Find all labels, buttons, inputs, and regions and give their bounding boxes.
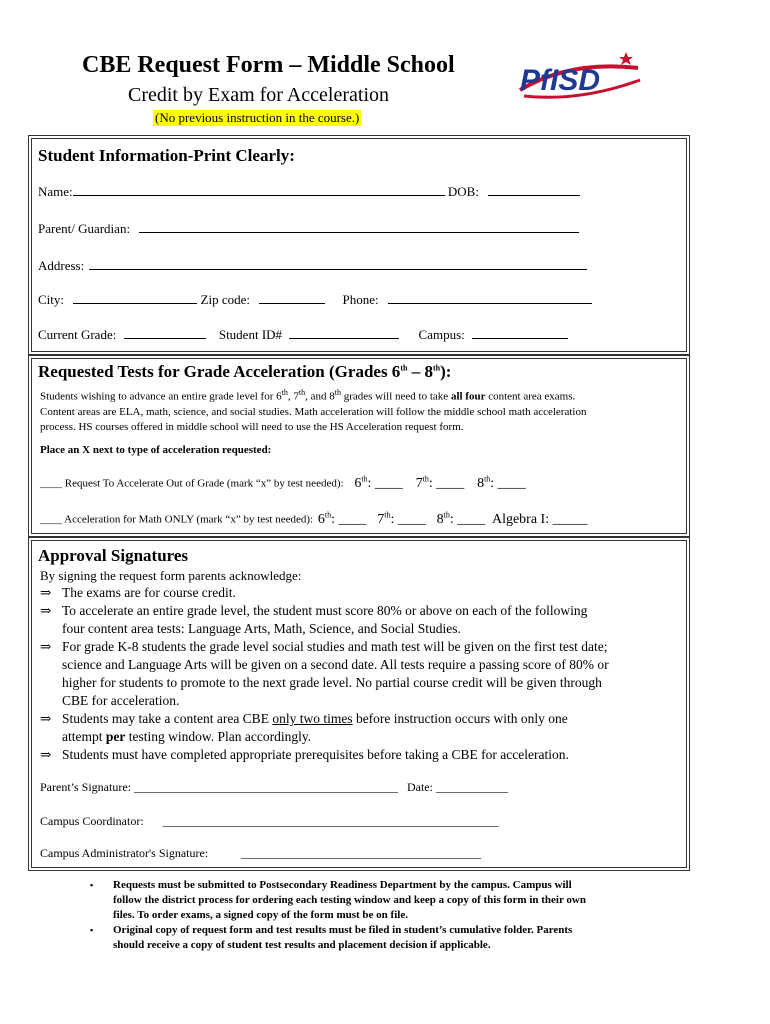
- heading-part: – 8: [407, 362, 433, 381]
- bullet-item: [40, 602, 680, 620]
- bullet-cont: four content area tests: Language Arts, Math, Science, and Social Studies.: [62, 621, 461, 636]
- parent-signature-field[interactable]: ____________________________________________: [133, 780, 398, 794]
- pfisd-logo: [510, 50, 650, 106]
- zip-label: Zip code:: [200, 292, 250, 307]
- city-field[interactable]: [73, 291, 197, 304]
- form-title: CBE Request Form – Middle School: [82, 52, 455, 78]
- blank: : ____: [367, 475, 403, 491]
- student-id-label: Student ID#: [218, 327, 283, 342]
- campus-label: Campus:: [418, 327, 465, 342]
- para-text: Students wishing to advance an entire grade level for 6: [40, 390, 282, 403]
- grade-field[interactable]: [124, 326, 206, 339]
- city-label: City:: [38, 292, 65, 307]
- option-math-label: ____ Acceleration for Math ONLY (mark “x” by test needed):: [40, 513, 314, 526]
- math-6-blank[interactable]: [318, 512, 367, 527]
- sup-th: th: [484, 474, 491, 483]
- place-x-instruction: Place an X next to type of acceleration requested:: [40, 444, 272, 456]
- campus-field[interactable]: [472, 326, 568, 339]
- grade-row: [38, 326, 568, 343]
- parent-signature-label: Parent’s Signature:: [40, 780, 131, 794]
- requested-tests-paragraph: [40, 385, 680, 435]
- bullet-text: To accelerate an entire grade level, the student must score 80% or above on each of the following: [62, 603, 588, 618]
- note-1: [113, 878, 673, 923]
- arrow-icon: ⇒: [40, 603, 52, 618]
- parent-field[interactable]: [139, 220, 579, 233]
- grade-num: 6: [317, 511, 325, 527]
- para-text: , 7: [287, 390, 299, 403]
- bullet-cont: [40, 728, 680, 746]
- address-label: Address:: [38, 258, 85, 273]
- heading-part: Requested Tests for Grade Acceleration (Grades 6: [38, 362, 401, 381]
- paragraph-line: Content areas are ELA, math, science, and social studies. Math acceleration will follow the middle school math acceleration: [40, 405, 587, 418]
- grade-num: 7: [377, 511, 385, 527]
- approval-intro: By signing the request form parents acknowledge:: [40, 568, 302, 583]
- administrator-field[interactable]: ________________________________________: [241, 846, 482, 860]
- address-field[interactable]: [89, 257, 587, 270]
- requested-tests-heading: [38, 362, 451, 382]
- sup-th: th: [422, 474, 429, 483]
- bullet-underline: only two times: [272, 711, 353, 726]
- dob-field[interactable]: [488, 183, 580, 196]
- bullet-bold: per: [105, 729, 126, 744]
- heading-sup: th: [432, 363, 441, 373]
- dob-label: DOB:: [447, 184, 479, 199]
- bullet-text: testing window. Plan accordingly.: [125, 729, 312, 744]
- blank: : ____: [428, 475, 465, 491]
- bullet-item: [40, 638, 680, 656]
- heading-sup: th: [400, 363, 408, 373]
- zip-field[interactable]: [259, 291, 325, 304]
- note-line: follow the district process for ordering each testing window and keep a copy of this form in their own: [113, 894, 586, 906]
- bullet-cont: science and Language Arts will be given on a second date. All tests require a passing score of 80% or: [62, 657, 609, 672]
- logo-text: PfISD: [520, 64, 601, 97]
- bullet-text: Students may take a content area CBE: [62, 711, 273, 726]
- grade-num: 6: [354, 475, 362, 491]
- math-8-blank[interactable]: [437, 512, 486, 527]
- grade-num: 7: [415, 475, 423, 491]
- coordinator-row: [40, 814, 499, 829]
- form-subtitle: Credit by Exam for Acceleration: [128, 84, 390, 106]
- date-field[interactable]: Date: ____________: [406, 780, 508, 794]
- grade-label: Current Grade:: [38, 327, 117, 342]
- grade-num: 8: [436, 511, 444, 527]
- math-7-blank[interactable]: [377, 512, 426, 527]
- para-text: , and 8: [305, 390, 335, 403]
- bullet-cont: CBE for acceleration.: [62, 693, 180, 708]
- note-line: files. To order exams, a signed copy of the form must be on file.: [113, 909, 408, 921]
- phone-field[interactable]: [388, 291, 592, 304]
- para-text: content area exams.: [485, 390, 576, 403]
- student-info-section: [28, 135, 690, 355]
- algebra-blank[interactable]: Algebra I: _____: [491, 511, 588, 527]
- name-field[interactable]: [73, 183, 445, 196]
- grade-num: 8: [477, 475, 485, 491]
- city-row: [38, 291, 592, 308]
- parent-row: [38, 220, 579, 237]
- highlight-note: (No previous instruction in the course.): [155, 110, 360, 125]
- student-id-field[interactable]: [289, 326, 399, 339]
- approval-section: [28, 537, 690, 871]
- note-bullet-icon: ▪: [90, 880, 94, 890]
- name-label: Name:: [38, 184, 73, 199]
- bullet-item: [40, 710, 680, 728]
- bullet-item: [40, 584, 680, 602]
- grade-6-blank[interactable]: [354, 476, 403, 491]
- bullet-text: before instruction occurs with only one: [352, 711, 568, 726]
- phone-label: Phone:: [342, 292, 379, 307]
- administrator-row: [40, 846, 481, 861]
- note-line: should receive a copy of student test results and placement decision if applicable.: [113, 939, 491, 951]
- student-info-heading: Student Information-Print Clearly:: [38, 146, 295, 165]
- bullet-item: [40, 746, 680, 764]
- bullet-text: The exams are for course credit.: [62, 585, 236, 600]
- approval-heading: Approval Signatures: [38, 546, 189, 565]
- blank: : ____: [449, 511, 486, 527]
- note-2: [113, 923, 673, 953]
- blank: : ____: [490, 475, 526, 491]
- parent-signature-row: [40, 780, 508, 795]
- blank: : ____: [390, 511, 426, 527]
- paragraph-line: [40, 385, 680, 405]
- parent-label: Parent/ Guardian:: [38, 221, 131, 236]
- sup-th: th: [334, 388, 341, 397]
- bullet-text: Students must have completed appropriate prerequisites before taking a CBE for acceleration.: [62, 747, 569, 762]
- coordinator-field[interactable]: ________________________________________________________: [162, 814, 499, 828]
- approval-bullets: [40, 584, 680, 764]
- note-line: Requests must be submitted to Postsecondary Readiness Department by the campus. Campus will: [113, 879, 572, 891]
- arrow-icon: ⇒: [40, 639, 52, 654]
- name-row: [38, 183, 580, 200]
- sup-th: th: [443, 510, 450, 519]
- bullet-text: attempt: [62, 729, 106, 744]
- para-text: grades will need to take: [340, 390, 451, 403]
- sup-th: th: [384, 510, 391, 519]
- sup-th: th: [281, 388, 288, 397]
- sup-th: th: [298, 388, 306, 397]
- bullet-text: For grade K-8 students the grade level social studies and math test will be given on the first test date;: [62, 639, 608, 654]
- star-icon: [619, 52, 633, 65]
- coordinator-label: Campus Coordinator:: [40, 814, 144, 828]
- paragraph-line: process. HS courses offered in middle school will need to use the HS Acceleration request form.: [40, 420, 464, 433]
- address-row: [38, 257, 587, 274]
- blank: : ____: [331, 511, 367, 527]
- sup-th: th: [361, 474, 368, 483]
- bullet-cont: higher for students to promote to the next grade level. No partial course credit will be given through: [62, 675, 602, 690]
- grade-7-blank[interactable]: [416, 476, 465, 491]
- note-line: Original copy of request form and test results must be filed in student’s cumulative folder. Parents: [113, 924, 573, 936]
- requested-tests-section: [28, 355, 690, 537]
- arrow-icon: ⇒: [40, 711, 52, 726]
- option-grade-label: ____ Request To Accelerate Out of Grade (mark “x” by test needed):: [40, 477, 344, 490]
- administrator-label: Campus Administrator's Signature:: [40, 846, 209, 860]
- heading-part: ):: [440, 362, 452, 381]
- arrow-icon: ⇒: [40, 585, 52, 600]
- option-math-row[interactable]: [40, 510, 588, 528]
- sup-th: th: [324, 510, 332, 519]
- note-bullet-icon: ▪: [90, 925, 94, 935]
- option-grade-row[interactable]: [40, 474, 526, 492]
- arrow-icon: ⇒: [40, 747, 52, 762]
- grade-8-blank[interactable]: [477, 476, 526, 491]
- para-bold: all four: [450, 390, 486, 403]
